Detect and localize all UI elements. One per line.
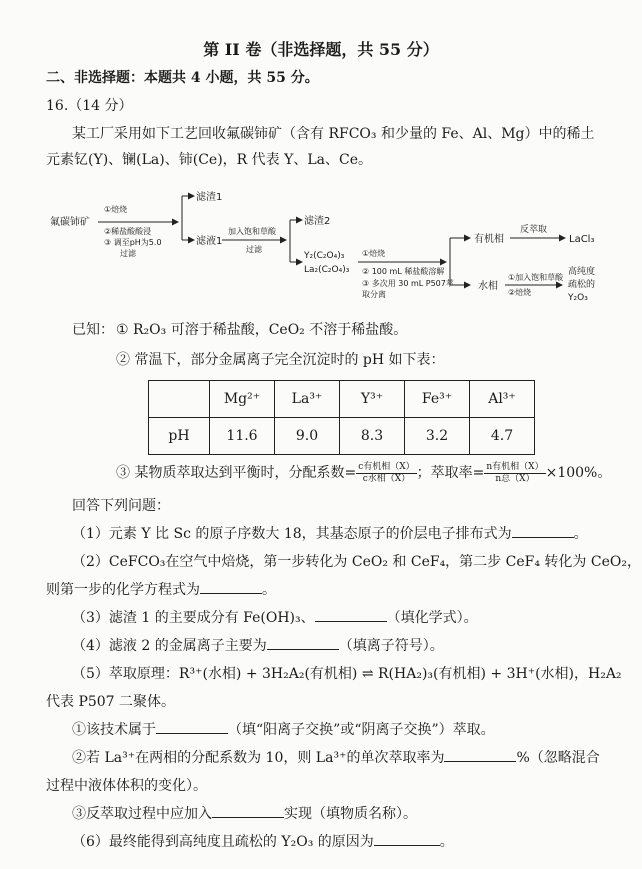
flow-product-2: 疏松的 — [568, 280, 596, 290]
q4-end: （填离子符号）。 — [338, 638, 444, 654]
flow-step3-c: ③ 多次用 30 mL P507萃 — [362, 279, 454, 288]
known-2: ② 常温下，部分金属离子完全沉淀时的 pH 如下表： — [116, 352, 445, 368]
partition-fraction — [356, 462, 416, 485]
flow-lacl3: LaCl₃ — [569, 234, 595, 245]
q5-2-answer-blank[interactable] — [444, 749, 516, 762]
q6-end: 。 — [439, 834, 454, 850]
table-cell: 8.3 — [340, 418, 405, 455]
q2-text: 则第一步的化学方程式为 — [46, 582, 200, 598]
flow-step1-c: ③ 调至pH为5.0 — [104, 238, 162, 247]
flow-water: 水相 — [478, 281, 498, 292]
flow-step4-b: ②焙烧 — [508, 288, 532, 297]
known-3-b: ；萃取率= — [416, 465, 485, 481]
flow-step4-a: ①加入饱和草酸 — [508, 273, 564, 282]
known-3 — [116, 460, 611, 486]
flow-residue2: 滤渣2 — [304, 216, 331, 227]
flow-step3-a: ①焙烧 — [362, 249, 386, 258]
question-number: 16.（14 分） — [46, 98, 133, 114]
table-header-cell: Mg²⁺ — [210, 381, 275, 418]
q5-3-answer-blank[interactable] — [212, 805, 284, 818]
flow-back-extract: 反萃取 — [520, 225, 548, 235]
process-flowchart — [50, 182, 635, 312]
q6-answer-blank[interactable] — [374, 833, 440, 846]
q4 — [72, 636, 444, 656]
partition-denominator: c水相（X） — [362, 473, 411, 484]
table-header-cell: Al³⁺ — [470, 381, 535, 418]
flow-oxalate-2: La₂(C₂O₄)₃ — [304, 265, 350, 275]
table-header-cell — [149, 381, 210, 418]
intro-line-1: 某工厂采用如下工艺回收氟碳铈矿（含有 RFCO₃ 和少量的 Fe、Al、Mg）中的稀土 — [72, 126, 595, 142]
table-header-cell: Fe³⁺ — [405, 381, 470, 418]
q1-answer-blank[interactable] — [512, 525, 574, 538]
section-title: 第 II 卷（非选择题，共 55 分） — [203, 40, 439, 59]
flow-step1-b: ②稀盐酸酸浸 — [104, 227, 152, 236]
partition-numerator: c有机相（X） — [358, 461, 415, 472]
q2-line-1: （2）CeFCO₃在空气中焙烧，第一步转化为 CeO₂ 和 CeF₄，第二步 CeF₄ 转化为 CeO₂， — [72, 554, 641, 570]
known-3-a: ③ 某物质萃取达到平衡时，分配系数= — [116, 465, 357, 481]
flow-filtrate1: 滤液1 — [196, 236, 223, 247]
flow-product-3: Y₂O₃ — [568, 293, 588, 303]
table-cell: 9.0 — [275, 418, 340, 455]
flow-residue1: 滤渣1 — [196, 192, 223, 203]
q3 — [72, 608, 478, 628]
part-heading: 二、非选择题：本题共 4 小题，共 55 分。 — [46, 70, 319, 86]
flow-start: 氟碳铈矿 — [50, 217, 90, 228]
q5-line-1: （5）萃取原理：R³⁺(水相) + 3H₂A₂(有机相) ⇌ R(HA₂)₃(有机相) + 3H⁺(水相)，H₂A₂ — [72, 666, 622, 682]
q5-2-line-2: 过程中液体体积的变化）。 — [46, 778, 207, 794]
q2-answer-blank[interactable] — [200, 581, 262, 594]
q3-answer-blank[interactable] — [315, 609, 387, 622]
table-row — [149, 418, 535, 455]
flow-step2-a: 加入饱和草酸 — [228, 227, 276, 236]
extraction-numerator: n有机相（X） — [486, 461, 544, 472]
flow-step2-b: 过滤 — [246, 245, 262, 254]
q6 — [72, 832, 454, 852]
q3-text: （3）滤渣 1 的主要成分有 Fe(OH)₃、 — [72, 610, 315, 626]
flow-organic: 有机相 — [474, 234, 504, 245]
known-3-c: ×100%。 — [545, 465, 612, 481]
table-cell: 3.2 — [405, 418, 470, 455]
answer-intro: 回答下列问题： — [72, 498, 170, 514]
table-header-cell: La³⁺ — [275, 381, 340, 418]
flow-step1-d: 过滤 — [120, 249, 136, 258]
q4-answer-blank[interactable] — [267, 637, 339, 650]
q4-text: （4）滤液 2 的金属离子主要为 — [72, 638, 267, 654]
table-row-label: pH — [149, 418, 210, 455]
flow-step3-d: 取分离 — [362, 290, 386, 299]
extraction-denominator: n总（X） — [495, 473, 535, 484]
table-cell: 4.7 — [470, 418, 535, 455]
q6-text: （6）最终能得到高纯度且疏松的 Y₂O₃ 的原因为 — [72, 834, 374, 850]
intro-line-2: 元素钇(Y)、镧(La)、铈(Ce)，R 代表 Y、La、Ce。 — [46, 152, 372, 168]
ph-table — [148, 380, 535, 455]
q2-end: 。 — [262, 582, 276, 598]
known-label: 已知： — [72, 322, 114, 338]
q5-2-end: %（忽略混合 — [516, 750, 600, 766]
q1-end: 。 — [573, 526, 588, 542]
q5-3-end: 实现（填物质名称）。 — [284, 806, 417, 822]
known-1: ① R₂O₃ 可溶于稀盐酸，CeO₂ 不溶于稀盐酸。 — [116, 322, 408, 338]
q2-line-2 — [46, 580, 276, 600]
q5-1-end: （填“阳离子交换”或“阴离子交换”）萃取。 — [228, 722, 495, 738]
flow-product-1: 高纯度 — [568, 267, 596, 277]
flow-step1-a: ①焙烧 — [104, 205, 128, 214]
flow-oxalate-1: Y₂(C₂O₄)₃ — [304, 251, 345, 261]
table-header-cell: Y³⁺ — [340, 381, 405, 418]
q3-end: （填化学式）。 — [386, 610, 478, 626]
extraction-fraction — [484, 462, 545, 485]
q5-2-text: ②若 La³⁺在两相的分配系数为 10，则 La³⁺的单次萃取率为 — [72, 750, 445, 766]
q5-2 — [72, 748, 600, 768]
table-cell: 11.6 — [210, 418, 275, 455]
table-header-row — [149, 381, 535, 418]
q5-line-2: 代表 P507 二聚体。 — [46, 694, 176, 710]
q5-1 — [72, 720, 495, 740]
q5-1-answer-blank[interactable] — [156, 721, 228, 734]
q1-text: （1）元素 Y 比 Sc 的原子序数大 18，其基态原子的价层电子排布式为 — [72, 526, 512, 542]
q5-1-text: ①该技术属于 — [72, 722, 156, 738]
flow-step3-b: ② 100 mL 稀盐酸溶解 — [362, 267, 445, 276]
q5-3 — [72, 804, 417, 824]
q5-3-text: ③反萃取过程中应加入 — [72, 806, 212, 822]
q1 — [72, 524, 588, 544]
